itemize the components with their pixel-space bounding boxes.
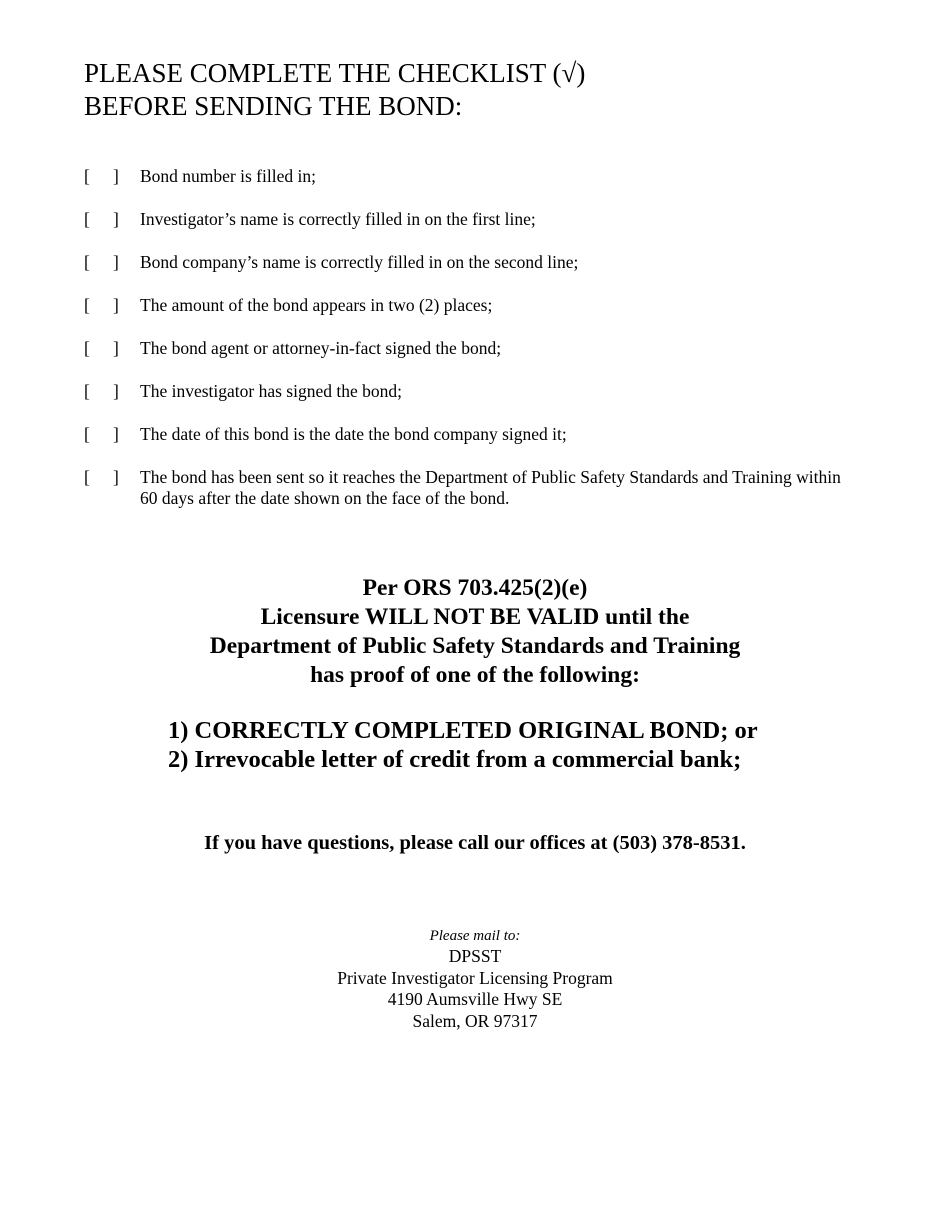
mail-city: Salem, OR 97317 (412, 1010, 538, 1031)
notice-line-4: has proof of one of the following: (310, 662, 640, 688)
checklist-item-text: The bond has been sent so it reaches the Department of Public Safety Standards and Training within 60 days after the date shown on the face of the bond. (140, 467, 841, 508)
notice-line-2: Licensure WILL NOT BE VALID until the (260, 604, 690, 630)
checklist-item-text: Bond number is filled in; (140, 166, 316, 186)
checklist-item-text: Investigator’s name is correctly filled in on the first line; (140, 209, 536, 229)
notice-line-1: Per ORS 703.425(2)(e) (362, 575, 588, 601)
option-letter-of-credit: 2) Irrevocable letter of credit from a commercial bank; (168, 746, 742, 773)
mail-org: DPSST (448, 946, 502, 966)
checklist-item-text: The bond agent or attorney-in-fact signed the bond; (140, 338, 502, 358)
mail-label: Please mail to: (429, 928, 521, 944)
page-title (84, 57, 585, 123)
checklist-item-text: The amount of the bond appears in two (2) places; (140, 295, 493, 315)
checklist-item-text: The investigator has signed the bond; (140, 381, 402, 401)
mailing-address (0, 926, 950, 1032)
title-line-1: PLEASE COMPLETE THE CHECKLIST (√) (84, 58, 586, 88)
licensure-notice (0, 574, 950, 690)
notice-line-3: Department of Public Safety Standards and Training (209, 633, 741, 659)
title-line-2: BEFORE SENDING THE BOND: (84, 91, 463, 121)
contact-line: If you have questions, please call our offices at (503) 378-8531. (204, 832, 746, 854)
checklist-item-text: The date of this bond is the date the bond company signed it; (140, 424, 567, 444)
mail-street: 4190 Aumsville Hwy SE (387, 989, 563, 1009)
mail-program: Private Investigator Licensing Program (337, 967, 613, 988)
proof-options (168, 716, 758, 774)
option-original-bond: 1) CORRECTLY COMPLETED ORIGINAL BOND; or (168, 717, 758, 744)
checklist-item-text: Bond company’s name is correctly filled in on the second line; (140, 252, 579, 272)
